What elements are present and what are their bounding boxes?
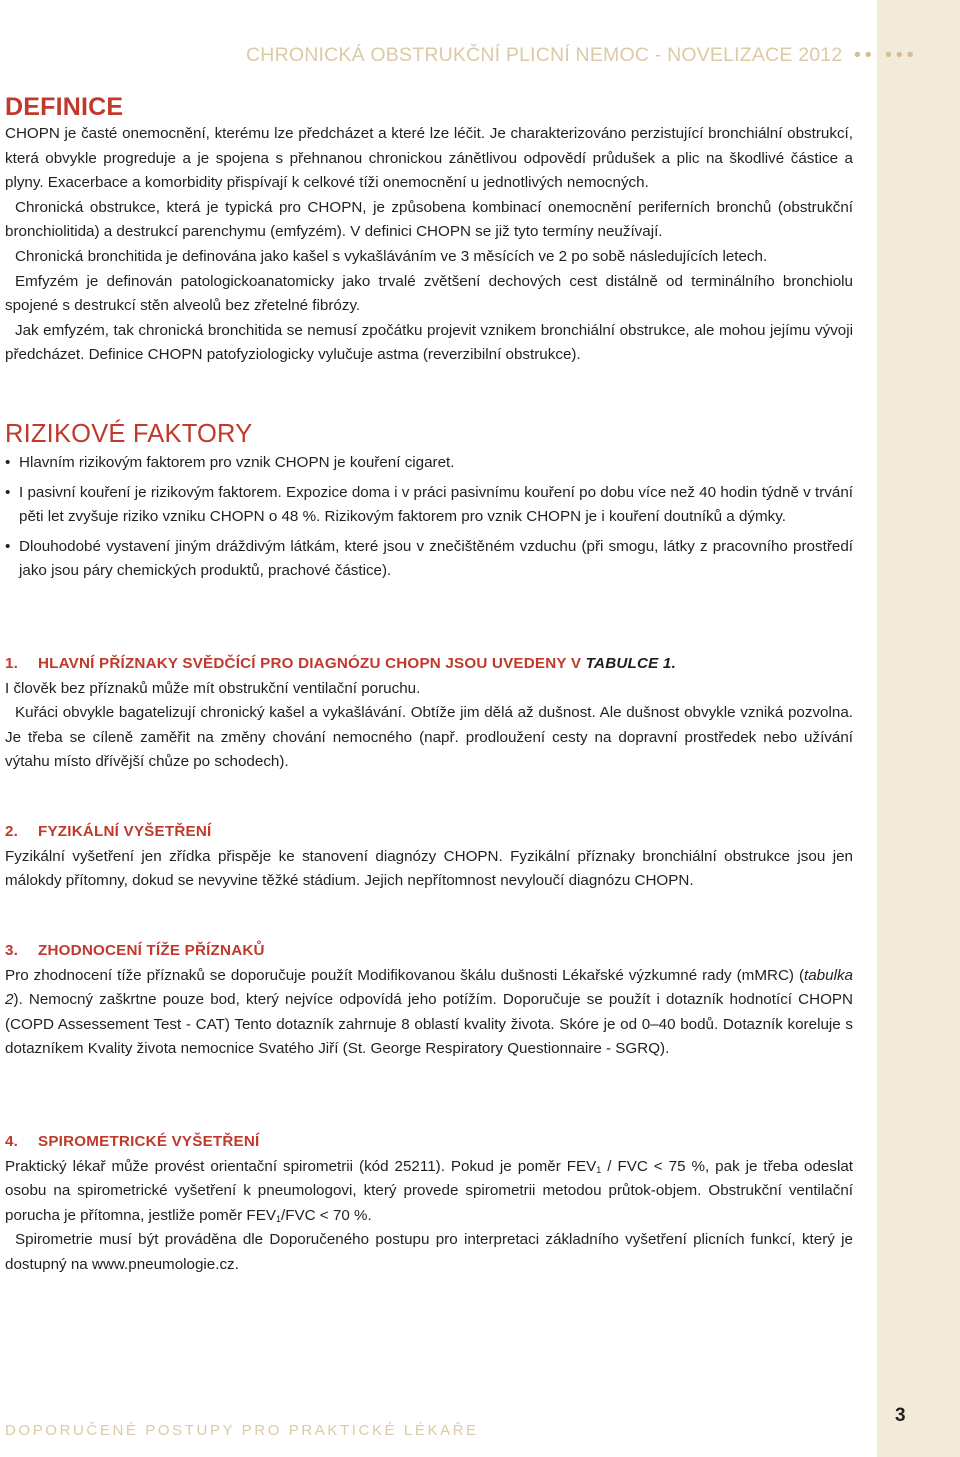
page-number: 3 [895,1405,906,1426]
bullet-icon: • [5,537,11,555]
footer-publication-title: DOPORUČENÉ POSTUPY PRO PRAKTICKÉ LÉKAŘE [5,1422,479,1439]
section-4-spirometricke-vysetreni [5,1130,853,1278]
paragraph: Pro zhodnocení tíže příznaků se doporučuje použít Modifikovanou škálu dušnosti Lékařské výzkumné rady (mMRC) (tabulka 2). Nemocný zaškrtne pouze bod, který nejvíce odpovídá jeho potížím. Doporučuje se použít i dotazník hodnotící CHOPN (COPD Assessement Test - CAT) Tento dotazník zahrnuje 8 oblastí kvality života. Skóre je od 0–40 bodů. Dotazník koreluje s dotazníkem Kvality života nemocnice Svatého Jiří (St. George Respiratory Questionnaire - SGRQ). [5,966,853,1058]
paragraph: Kuřáci obvykle bagatelizují chronický kašel a vykašlávání. Obtíže jim dělá až dušnost. Ale dušnost obvykle vzniká pozvolna. Je třeba se cíleně zaměřit na změny chování nemocného (např. prodloužení cesty na dopravní prostředek nebo užívání výtahu místo dřívější chůze po schodech). [5,704,853,771]
section-definice [5,92,853,368]
paragraph: Praktický lékař může provést orientační spirometrii (kód 25211). Pokud je poměr $FEV_1$ / FVC < 75 %, pak je třeba odeslat osobu na spirometrické vyšetření k pneumologovi, který provede spirometrii metodou průtok-objem. Obstrukční ventilační porucha je přítomna, jestliže poměr $FEV_1$/FVC < 70 %. [5,1157,853,1224]
paragraph: Spirometrie musí být prováděna dle Doporučeného postupu pro interpretaci základního vyšetření plicních funkcí, který je dostupný na www.pneumologie.cz. [5,1231,853,1273]
bullet-icon: • [5,454,11,471]
paragraph: Jak emfyzém, tak chronická bronchitida se nemusí zpočátku projevit vznikem bronchiální obstrukce, ale mohou jejímu vývoji předcházet. Definice CHOPN patofyziologicky vylučuje astma (reverzibilní obstrukce). [5,321,853,364]
paragraph: CHOPN je časté onemocnění, kterému lze předcházet a které lze léčit. Je charakterizováno perzistující bronchiální obstrukcí, která obvykle progreduje a je spojena s přehnanou chronickou zánětlivou odpovědí průdušek a plic na škodlivé částice a plyny. Exacerbace a komorbidity přispívají k celkové tíži onemocnění u jednotlivých nemocných. [5,125,853,192]
section-2-fyzikalni-vysetreni [5,820,853,894]
list-item: • I pasivní kouření je rizikovým faktorem. Expozice doma i v práci pasivnímu kouření po dobu více než 40 hodin týdně v trvání pěti let zvyšuje riziko vzniku CHOPN o 48 %. Rizikovým faktorem pro vznik CHOPN je i kouření doutníků a dýmky. [5,481,853,530]
section-heading: 2. FYZIKÁLNÍ VYŠETŘENÍ [5,820,853,845]
section-rizikove-faktory [5,419,853,584]
paragraph: Chronická bronchitida je definována jako kašel s vykašláváním ve 3 měsících ve 2 po sobě následujících letech. [15,247,768,265]
heading-definice: DEFINICE [5,93,124,121]
paragraph: Emfyzém je definován patologickoanatomicky jako trvalé zvětšení dechových cest distálně od terminálního bronchiolu spojené s destrukcí stěn alveolů bez zřetelné fibrózy. [5,272,853,315]
bullet-icon: • [5,483,11,501]
running-header-title: CHRONICKÁ OBSTRUKČNÍ PLICNÍ NEMOC - NOVELIZACE 2012 [246,44,843,66]
section-1-hlavni-priznaky [5,652,853,775]
header-dots-ornament: •• ••• [854,44,918,66]
section-number: 1. [5,655,19,672]
section-number: 2. [5,823,19,840]
paragraph: Chronická obstrukce, která je typická pro CHOPN, je způsobena kombinací onemocnění periferních bronchů (obstrukční bronchiolitida) a destrukcí parenchymu (emfyzém). V definici CHOPN se již tyto termíny neužívají. [5,198,853,241]
paragraph: I člověk bez příznaků může mít obstrukční ventilační poruchu. [5,679,421,697]
section-number: 4. [5,1133,19,1150]
section-heading: 1. HLAVNÍ PŘÍZNAKY SVĚDČÍCÍ PRO DIAGNÓZU CHOPN JSOU UVEDENY V TABULCE 1. [5,652,853,677]
section-heading: 3. ZHODNOCENÍ TÍŽE PŘÍZNAKŮ [5,939,853,964]
decorative-side-band [877,0,960,1457]
list-item: • Dlouhodobé vystavení jiným dráždivým látkám, které jsou v znečištěném vzduchu (při smogu, látky z pracovního prostředí jako jsou páry chemických produktů, prachové částice). [5,535,853,584]
section-heading: 4. SPIROMETRICKÉ VYŠETŘENÍ [5,1130,853,1155]
section-number: 3. [5,942,19,959]
table-reference: TABULCE 1 [585,655,672,672]
table-reference: tabulka 2 [5,966,853,1009]
section-3-zhodnoceni-tize [5,939,853,1062]
paragraph: Fyzikální vyšetření jen zřídka přispěje ke stanovení diagnózy CHOPN. Fyzikální příznaky bronchiální obstrukce jsou jen málokdy přítomny, dokud se nevyvine těžké stádium. Jejich nepřítomnost nevyloučí diagnózu CHOPN. [5,847,853,890]
risk-factor-list [5,451,853,584]
list-item: • Hlavním rizikovým faktorem pro vznik CHOPN je kouření cigaret. [5,451,853,476]
heading-rizikove-faktory: RIZIKOVÉ FAKTORY [5,420,253,448]
